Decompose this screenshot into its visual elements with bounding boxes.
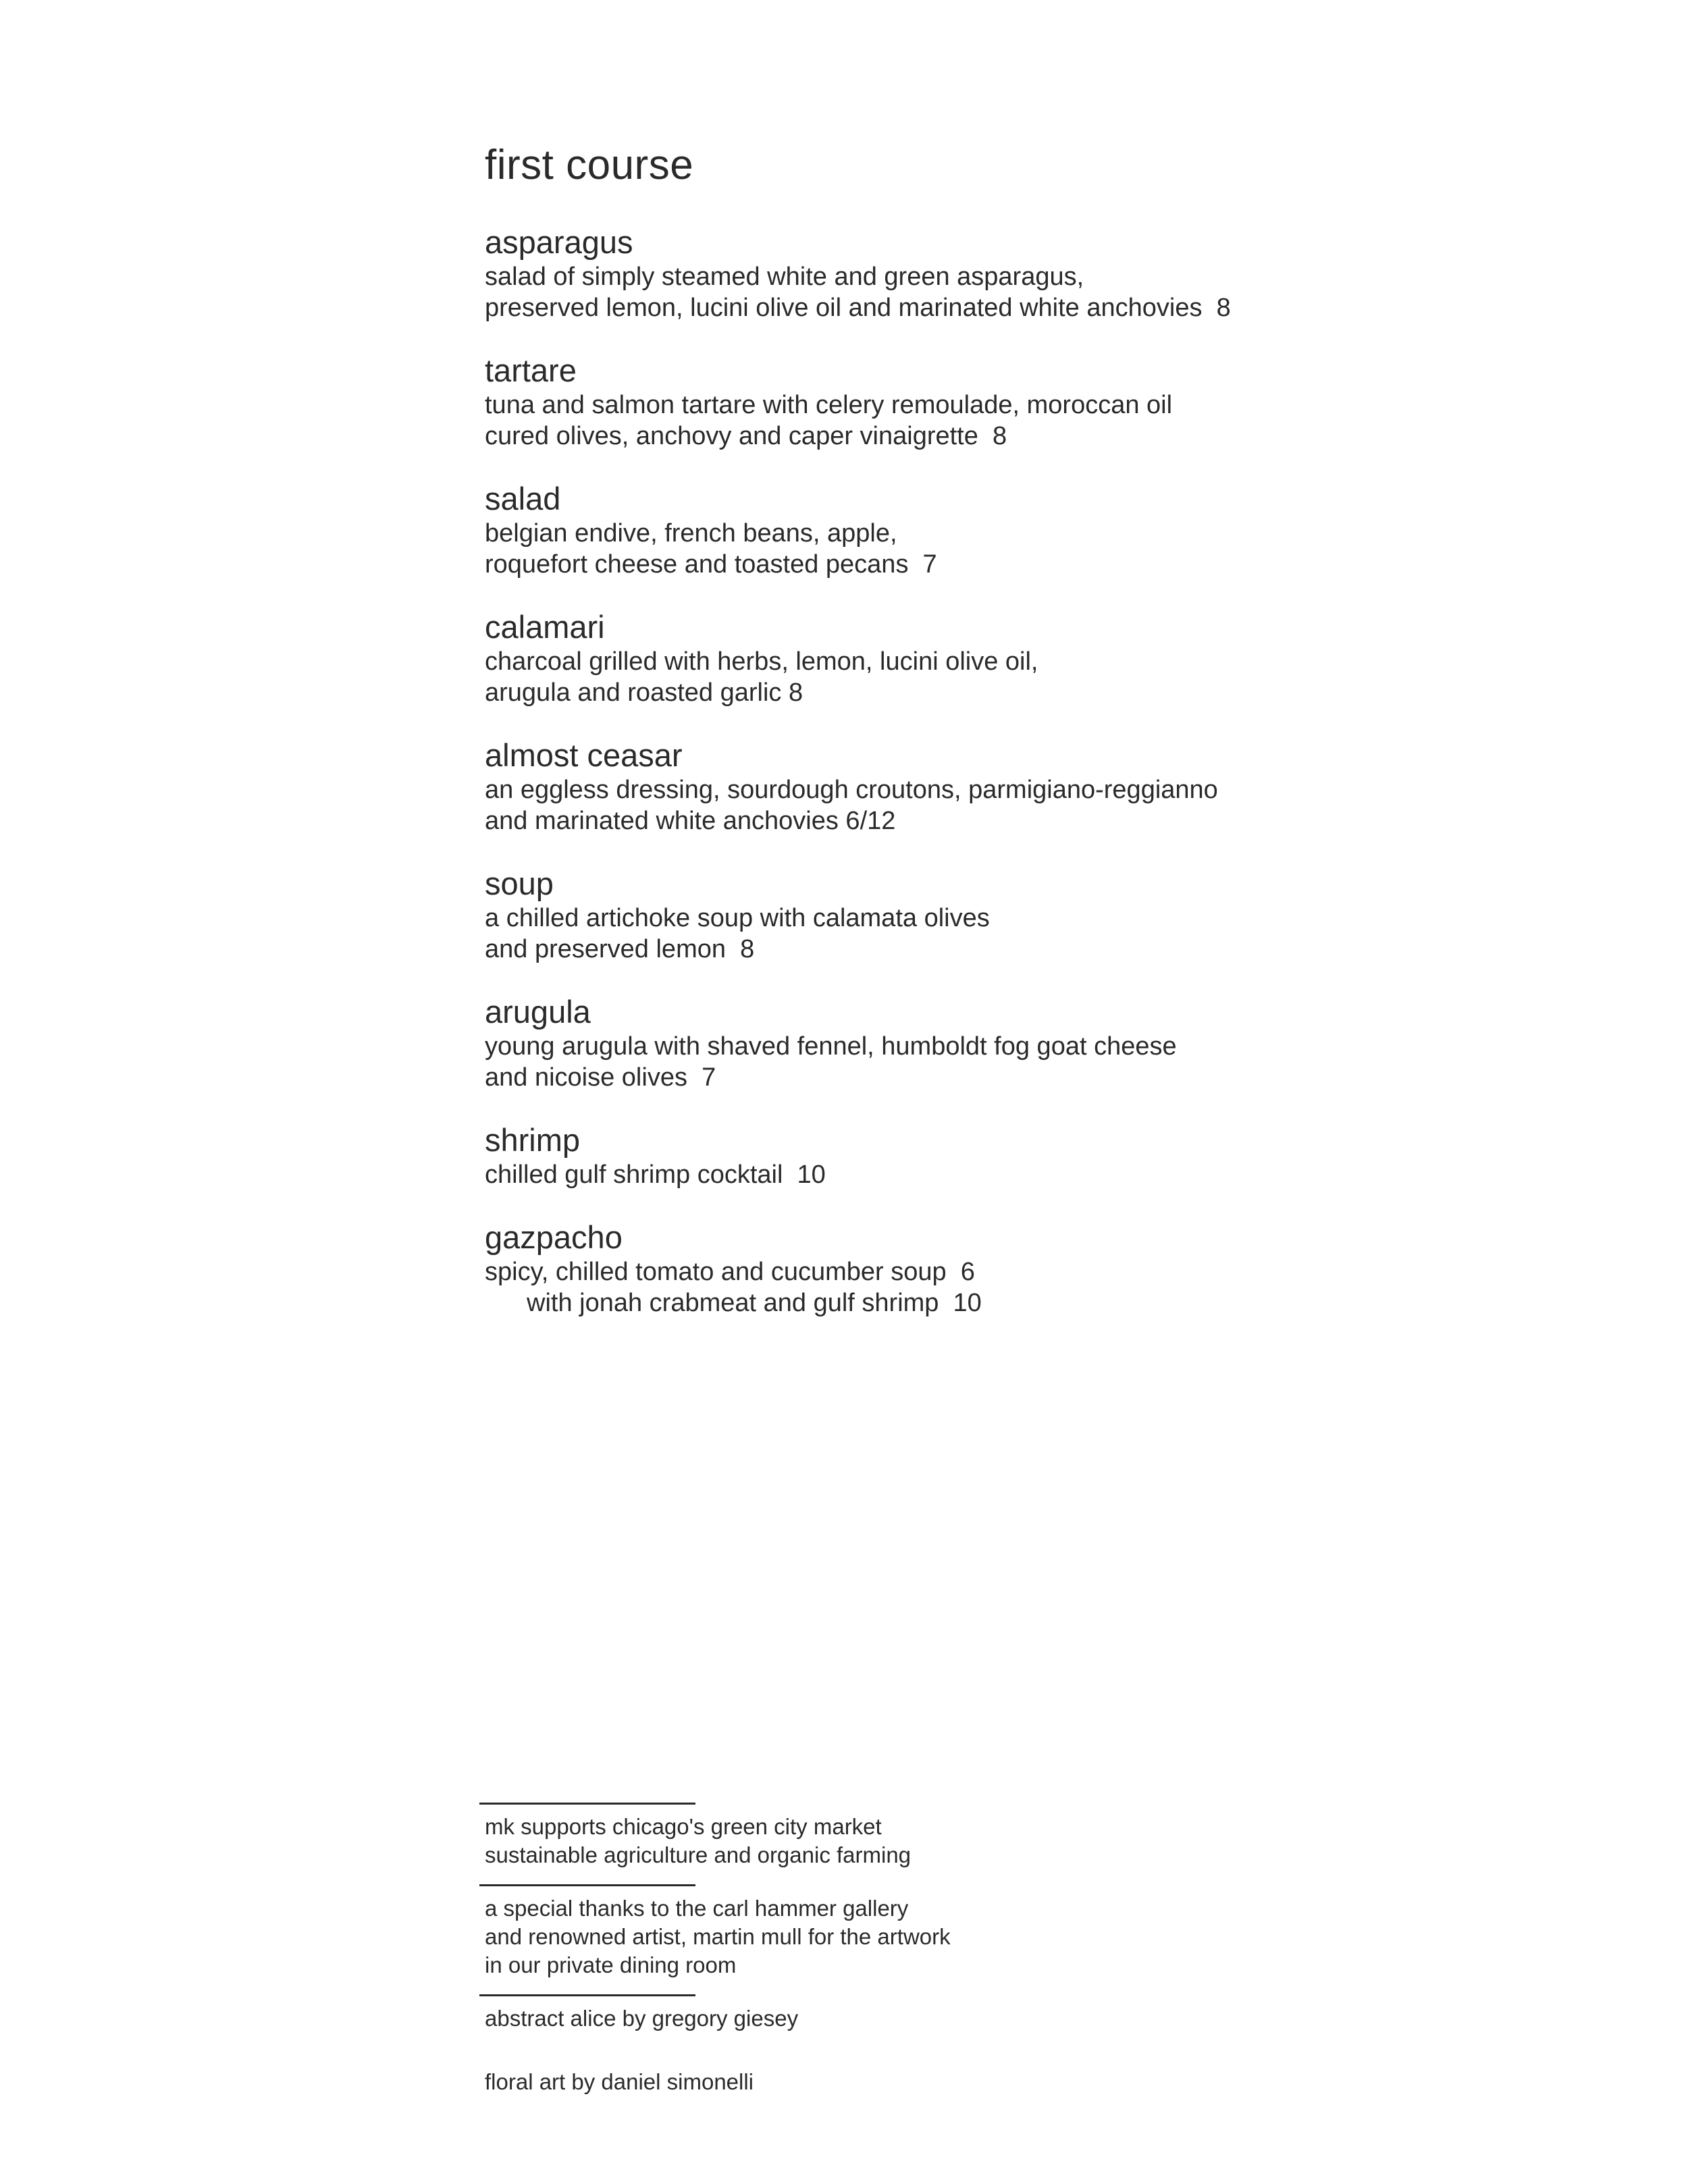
dish-description: spicy, chilled tomato and cucumber soup 6 <box>485 1258 975 1286</box>
footer-notes <box>479 1803 1290 2111</box>
dish-name: almost ceasar <box>485 737 683 773</box>
dish-description: preserved lemon, lucini olive oil and marinated white anchovies 8 <box>485 294 1231 322</box>
dish-arugula <box>485 993 1498 1093</box>
note-line: sustainable agriculture and organic farming <box>485 1842 912 1867</box>
note-line: in our private dining room <box>485 1952 737 1977</box>
dish-name: calamari <box>485 609 605 645</box>
dish-description: charcoal grilled with herbs, lemon, lucini olive oil, <box>485 647 1038 676</box>
note-line: abstract alice by gregory giesey <box>485 2006 799 2031</box>
dish-almost-ceasar <box>485 737 1498 836</box>
dish-description: salad of simply steamed white and green asparagus, <box>485 263 1084 291</box>
note-line: and renowned artist, martin mull for the artwork <box>485 1924 951 1949</box>
dish-description: and marinated white anchovies 6/12 <box>485 807 896 835</box>
divider <box>479 1803 695 1805</box>
dish-description: roquefort cheese and toasted pecans 7 <box>485 550 937 579</box>
dish-name: soup <box>485 865 554 901</box>
dish-description: belgian endive, french beans, apple, <box>485 519 897 548</box>
note-line: floral art by daniel simonelli <box>485 2069 754 2094</box>
dish-name: shrimp <box>485 1122 581 1158</box>
divider <box>479 1884 695 1886</box>
menu-section <box>485 138 1498 1347</box>
dish-tartare <box>485 352 1498 452</box>
note-green-city-market <box>485 1813 1290 1869</box>
dish-salad <box>485 480 1498 580</box>
note-line: a special thanks to the carl hammer gallery <box>485 1896 909 1921</box>
note-abstract-alice <box>485 2004 1290 2033</box>
dish-name: salad <box>485 481 561 516</box>
dish-soup <box>485 865 1498 965</box>
dish-description: and preserved lemon 8 <box>485 935 755 963</box>
dish-description: arugula and roasted garlic 8 <box>485 678 803 707</box>
dish-calamari <box>485 608 1498 708</box>
note-floral-art <box>485 2068 1290 2096</box>
dish-gazpacho <box>485 1219 1498 1319</box>
divider <box>479 1994 695 1996</box>
dish-name: gazpacho <box>485 1219 623 1255</box>
section-title: first course <box>485 142 694 188</box>
dish-description: cured olives, anchovy and caper vinaigrette 8 <box>485 422 1007 450</box>
note-line: mk supports chicago's green city market <box>485 1814 882 1839</box>
dish-description: young arugula with shaved fennel, humboldt fog goat cheese <box>485 1032 1177 1061</box>
dish-description: and nicoise olives 7 <box>485 1063 716 1092</box>
dish-name: arugula <box>485 994 591 1030</box>
dish-sub-option: with jonah crabmeat and gulf shrimp 10 <box>527 1289 982 1317</box>
dish-asparagus <box>485 223 1498 323</box>
dish-description: chilled gulf shrimp cocktail 10 <box>485 1161 826 1189</box>
dish-description: tuna and salmon tartare with celery remoulade, moroccan oil <box>485 391 1173 419</box>
dish-description: an eggless dressing, sourdough croutons, parmigiano-reggianno <box>485 776 1218 804</box>
dish-description: a chilled artichoke soup with calamata olives <box>485 904 990 932</box>
dish-shrimp <box>485 1121 1498 1190</box>
dish-name: tartare <box>485 352 577 388</box>
note-gallery-thanks <box>485 1894 1290 1979</box>
dish-name: asparagus <box>485 224 633 260</box>
